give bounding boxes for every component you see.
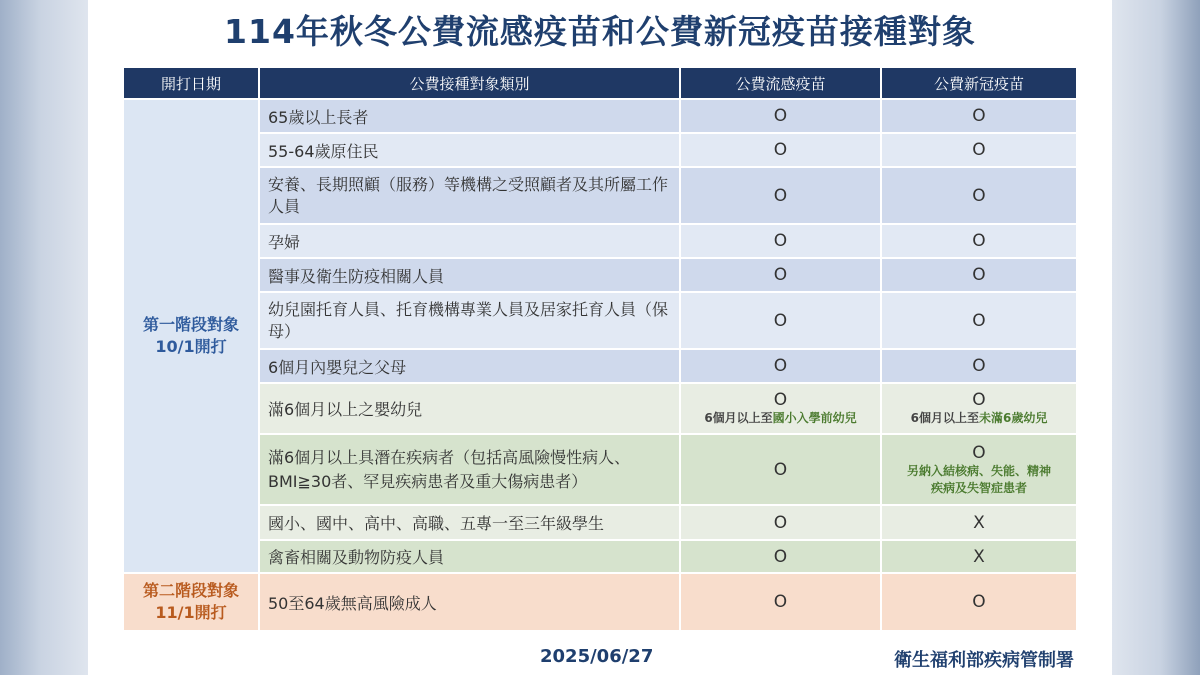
category-cell: 65歲以上長者	[260, 100, 679, 132]
covid-cell	[882, 384, 1076, 433]
table-row	[124, 350, 1076, 382]
category-cell: 幼兒園托育人員、托育機構專業人員及居家托育人員（保母）	[260, 293, 679, 348]
flu-mark: O	[681, 574, 880, 630]
table-row	[124, 100, 1076, 132]
stage1-cell	[124, 100, 258, 572]
flu-mark: O	[681, 259, 880, 291]
covid-mark: X	[882, 506, 1076, 539]
covid-mark: O	[882, 259, 1076, 291]
table-row	[124, 506, 1076, 539]
flu-mark: O	[681, 100, 880, 132]
stage2-date: 11/1開打	[155, 603, 227, 622]
table-row	[124, 259, 1076, 291]
table-row	[124, 293, 1076, 348]
page-title: 114年秋冬公費流感疫苗和公費新冠疫苗接種對象	[224, 12, 976, 51]
covid-cell	[882, 435, 1076, 504]
category-cell: 滿6個月以上之嬰幼兒	[260, 384, 679, 433]
flu-mark: O	[681, 541, 880, 572]
category-cell: 50至64歲無高風險成人	[260, 574, 679, 630]
eligibility-table	[122, 66, 1078, 632]
flu-note-highlight: 國小入學前幼兒	[772, 411, 857, 425]
covid-note-highlight: 未滿6歲幼兒	[979, 411, 1048, 425]
covid-mark: O	[972, 442, 986, 463]
category-cell: 滿6個月以上具潛在疾病者（包括高風險慢性病人、BMI≧30者、罕見疾病患者及重大傷病患者）	[260, 435, 679, 504]
covid-mark: X	[882, 541, 1076, 572]
category-cell: 6個月內嬰兒之父母	[260, 350, 679, 382]
flu-cell	[681, 384, 880, 433]
category-cell: 國小、國中、高中、高職、五專一至三年級學生	[260, 506, 679, 539]
table-row	[124, 225, 1076, 257]
header-covid: 公費新冠疫苗	[882, 68, 1076, 98]
category-cell: 安養、長期照顧（服務）等機構之受照顧者及其所屬工作人員	[260, 168, 679, 223]
stage1-date: 10/1開打	[155, 337, 227, 356]
stage2-name: 第二階段對象	[142, 581, 239, 600]
header-category: 公費接種對象類別	[260, 68, 679, 98]
covid-note	[890, 410, 1068, 427]
covid-mark: O	[882, 293, 1076, 348]
footer-org: 衛生福利部疾病管制署	[894, 650, 1074, 671]
covid-mark: O	[882, 225, 1076, 257]
flu-mark: O	[681, 134, 880, 166]
flu-mark: O	[681, 225, 880, 257]
table-row	[124, 541, 1076, 572]
flu-mark: O	[681, 293, 880, 348]
flu-mark: O	[773, 390, 788, 410]
footer-date: 2025/06/27	[540, 646, 654, 667]
category-cell: 孕婦	[260, 225, 679, 257]
flu-mark: O	[681, 435, 880, 504]
header-date: 開打日期	[124, 68, 258, 98]
flu-note-text: 6個月以上至	[704, 411, 773, 425]
flu-mark: O	[681, 350, 880, 382]
stage2-cell	[124, 574, 258, 630]
covid-mark: O	[882, 574, 1076, 630]
covid-mark: O	[882, 100, 1076, 132]
covid-note-text: 6個月以上至	[910, 411, 979, 425]
table-header	[124, 68, 1076, 98]
stage1-name: 第一階段對象	[142, 315, 239, 334]
table-row	[124, 168, 1076, 223]
category-cell: 禽畜相關及動物防疫人員	[260, 541, 679, 572]
covid-mark: O	[882, 350, 1076, 382]
table-row	[124, 134, 1076, 166]
category-cell: 醫事及衛生防疫相關人員	[260, 259, 679, 291]
header-flu: 公費流感疫苗	[681, 68, 880, 98]
flu-mark: O	[681, 506, 880, 539]
flu-note	[689, 410, 872, 427]
covid-mark: O	[882, 134, 1076, 166]
table-row	[124, 384, 1076, 433]
category-cell: 55-64歲原住民	[260, 134, 679, 166]
table-row	[124, 435, 1076, 504]
covid-mark: O	[972, 390, 986, 410]
covid-mark: O	[882, 168, 1076, 223]
table-row	[124, 574, 1076, 630]
flu-mark: O	[681, 168, 880, 223]
covid-note: 另納入結核病、失能、精神疾病及失智症患者	[906, 463, 1051, 495]
